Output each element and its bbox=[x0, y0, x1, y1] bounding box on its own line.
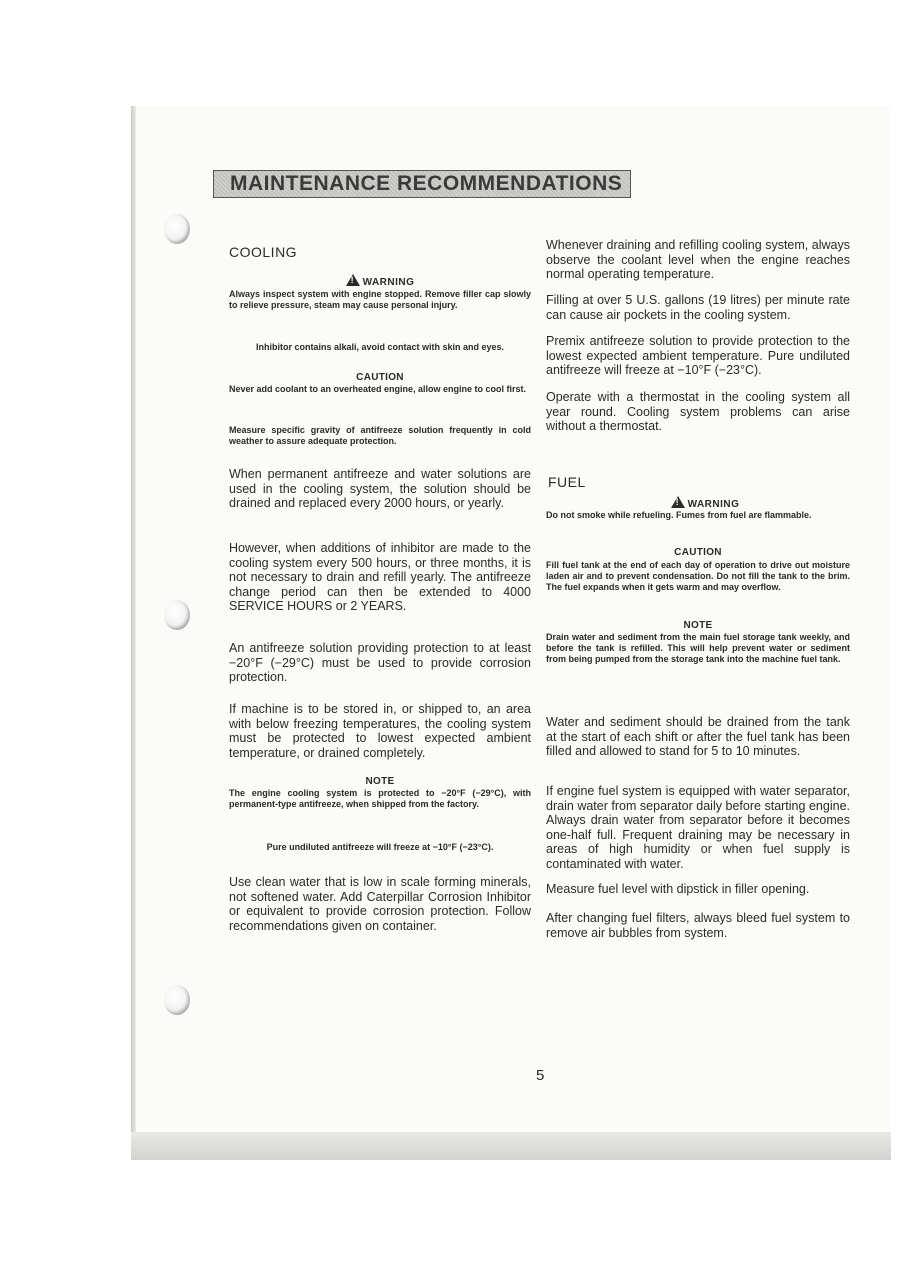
fuel-paragraph-3: Measure fuel level with dipstick in filler opening. bbox=[546, 882, 810, 896]
binder-hole-middle bbox=[164, 600, 190, 630]
cooling-paragraph-1: When permanent antifreeze and water solutions are used in the cooling system, the solution should be drained and replaced every 2000 hours, or yearly. bbox=[229, 467, 531, 510]
cooling-paragraph-2: However, when additions of inhibitor are made to the cooling system every 500 hours, or three months, it is not necessary to drain and refill yearly. The antifreeze change period can then be extended to 4000 SERVICE HOURS or 2 YEARS. bbox=[229, 541, 531, 613]
cooling-caution-label: CAUTION bbox=[356, 372, 404, 383]
fuel-note-label: NOTE bbox=[683, 620, 713, 631]
cooling-paragraph-3: An antifreeze solution providing protection to at least −20°F (−29°C) must be used to provide corrosion protection. bbox=[229, 641, 531, 684]
cooling-heading: COOLING bbox=[229, 244, 298, 260]
cooling-caution-text: Never add coolant to an overheated engine, allow engine to cool first. bbox=[229, 384, 527, 394]
page-left-edge bbox=[131, 106, 136, 1160]
cooling-warning-label-row bbox=[229, 274, 531, 288]
right-paragraph-4: Operate with a thermostat in the cooling system all year round. Cooling system problems can arise without a thermostat. bbox=[546, 390, 850, 433]
binder-hole-bottom bbox=[164, 985, 190, 1015]
cooling-paragraph-5: Use clean water that is low in scale forming minerals, not softened water. Add Caterpillar Corrosion Inhibitor or equivalent to provide corrosion protection. Follow recommendations given on container. bbox=[229, 875, 531, 933]
warning-triangle-icon bbox=[346, 274, 360, 286]
right-paragraph-2: Filling at over 5 U.S. gallons (19 litres) per minute rate can cause air pockets in the cooling system. bbox=[546, 293, 850, 322]
fuel-paragraph-2: If engine fuel system is equipped with water separator, drain water from separator daily before starting engine. Always drain water from separator before it becomes one-half full. Frequent draining may be necessary in areas of high humidity or when fuel supply is contaminated with water. bbox=[546, 784, 850, 871]
fuel-warning-text: Do not smoke while refueling. Fumes from fuel are flammable. bbox=[546, 510, 812, 520]
cooling-gravity-text: Measure specific gravity of antifreeze solution frequently in cold weather to assure adequate protection. bbox=[229, 425, 531, 446]
fuel-paragraph-4: After changing fuel filters, always bleed fuel system to remove air bubbles from system. bbox=[546, 911, 850, 940]
fuel-heading: FUEL bbox=[548, 474, 586, 490]
cooling-inhibitor-text: Inhibitor contains alkali, avoid contact with skin and eyes. bbox=[255, 342, 505, 352]
page-bottom-edge bbox=[131, 1132, 891, 1160]
page-number: 5 bbox=[536, 1067, 545, 1084]
cooling-paragraph-4: If machine is to be stored in, or shipped to, an area with below freezing temperatures, the cooling system must be protected to lowest expected ambient temperature, or drained completely. bbox=[229, 702, 531, 760]
warning-triangle-icon bbox=[671, 496, 685, 508]
cooling-undiluted-text: Pure undiluted antifreeze will freeze at −10°F (−23°C). bbox=[266, 842, 494, 852]
cooling-warning-label: WARNING bbox=[362, 277, 415, 288]
page-title: MAINTENANCE RECOMMENDATIONS bbox=[230, 172, 623, 195]
fuel-paragraph-1: Water and sediment should be drained from the tank at the start of each shift or after the fuel tank has been filled and allowed to stand for 5 to 10 minutes. bbox=[546, 715, 850, 758]
fuel-warning-label-row bbox=[546, 496, 850, 510]
right-paragraph-3: Premix antifreeze solution to provide protection to the lowest expected ambient temperature. Pure undiluted antifreeze will freeze at −10°F (−23°C). bbox=[546, 334, 850, 377]
cooling-note-label: NOTE bbox=[365, 776, 395, 787]
title-banner bbox=[213, 170, 631, 198]
binder-hole-top bbox=[164, 214, 190, 244]
fuel-note-text: Drain water and sediment from the main fuel storage tank weekly, and before the tank is refilled. This will help prevent water or sediment from being pumped from the storage tank into the machine fuel tank. bbox=[546, 632, 850, 664]
fuel-caution-text: Fill fuel tank at the end of each day of operation to drive out moisture laden air and to prevent condensation. Do not fill the tank to the brim. The fuel expands when it gets warm and may overflow. bbox=[546, 560, 850, 592]
fuel-warning-label: WARNING bbox=[687, 499, 740, 510]
right-paragraph-1: Whenever draining and refilling cooling system, always observe the coolant level when the engine reaches normal operating temperature. bbox=[546, 238, 850, 281]
cooling-note-text: The engine cooling system is protected to −20°F (−29°C), with permanent-type antifreeze, when shipped from the factory. bbox=[229, 788, 531, 809]
cooling-warning-text: Always inspect system with engine stopped. Remove filler cap slowly to relieve pressure, steam may cause personal injury. bbox=[229, 289, 531, 310]
fuel-caution-label: CAUTION bbox=[674, 547, 722, 558]
